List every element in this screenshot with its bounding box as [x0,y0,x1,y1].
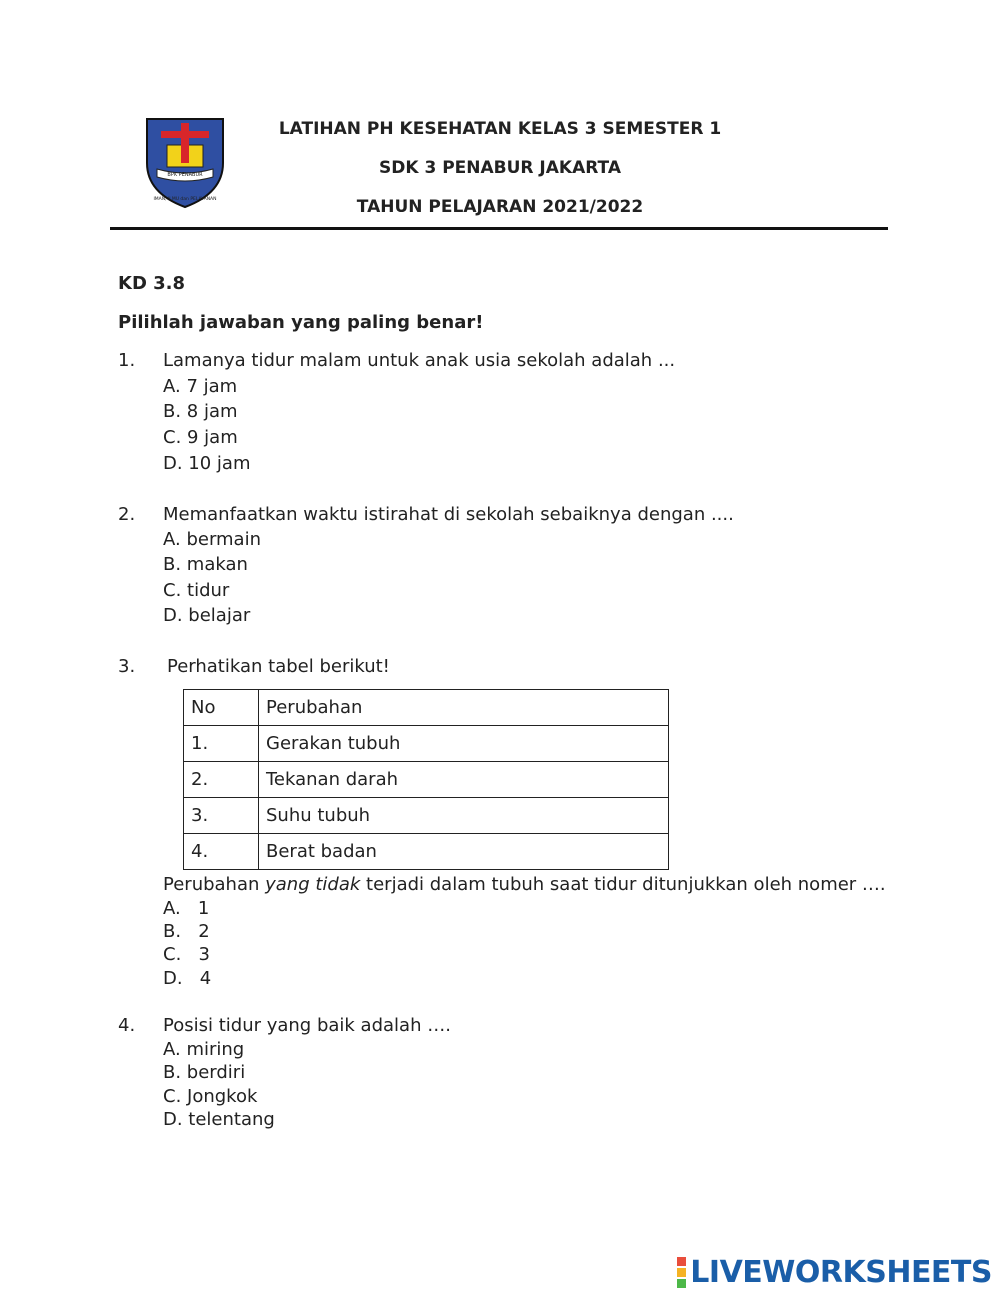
table-cell-perubahan: Gerakan tubuh [259,726,669,762]
logo-motto-text: IMAN, ILMU dan PELAYANAN [153,197,217,202]
table-row [184,726,669,762]
table-cell-perubahan: Berat badan [259,834,669,870]
q4-option-d[interactable]: D. telentang [163,1109,275,1130]
q3-text: Perhatikan tabel berikut! [167,656,390,677]
school-logo [143,115,229,211]
table-cell-no: 3. [184,798,259,834]
q2-option-a[interactable]: A. bermain [163,529,261,550]
q1-option-c[interactable]: C. 9 jam [163,427,238,448]
q3-question-emphasis: yang tidak [265,874,361,895]
q1-number: 1. [118,350,136,371]
kd-label: KD 3.8 [118,273,186,294]
header-title: LATIHAN PH KESEHATAN KELAS 3 SEMESTER 1 [278,119,722,139]
table-cell-no: 4. [184,834,259,870]
q2-option-d[interactable]: D. belajar [163,605,251,626]
q4-option-b[interactable]: B. berdiri [163,1062,246,1083]
q2-text: Memanfaatkan waktu istirahat di sekolah sebaiknya dengan .... [163,504,734,525]
q3-number: 3. [118,656,136,677]
logo-banner-text: BPK PENABUR [167,172,203,178]
table-header-row [184,690,669,726]
q2-option-b[interactable]: B. makan [163,554,248,575]
q3-question-pre: Perubahan [163,874,266,895]
instruction: Pilihlah jawaban yang paling benar! [118,312,484,333]
table-row [184,834,669,870]
header-school: SDK 3 PENABUR JAKARTA [379,158,621,178]
table-header-perubahan: Perubahan [259,690,669,726]
q2-number: 2. [118,504,136,525]
changes-table [183,689,669,870]
q2-option-c[interactable]: C. tidur [163,580,230,601]
table-cell-no: 2. [184,762,259,798]
header-year: TAHUN PELAJARAN 2021/2022 [356,197,644,217]
table-header-no: No [184,690,259,726]
q3-option-c[interactable]: C. 3 [163,944,210,965]
table-cell-perubahan: Tekanan darah [259,762,669,798]
table-cell-no: 1. [184,726,259,762]
q3-question [163,874,886,895]
brand-text: LIVEWORKSHEETS [690,1255,992,1290]
q1-option-d[interactable]: D. 10 jam [163,453,251,474]
q1-text: Lamanya tidur malam untuk anak usia sekolah adalah ... [163,350,676,371]
header-divider [110,227,888,230]
q1-option-a[interactable]: A. 7 jam [163,376,238,397]
table-row [184,762,669,798]
brand-blocks-icon [677,1256,686,1289]
q3-option-d[interactable]: D. 4 [163,968,212,989]
q3-option-b[interactable]: B. 2 [163,921,210,942]
q4-text: Posisi tidur yang baik adalah …. [163,1015,451,1036]
q3-question-post: terjadi dalam tubuh saat tidur ditunjukkan oleh nomer …. [360,874,886,895]
q1-option-b[interactable]: B. 8 jam [163,401,238,422]
q4-option-a[interactable]: A. miring [163,1039,245,1060]
q4-number: 4. [118,1015,136,1036]
table-cell-perubahan: Suhu tubuh [259,798,669,834]
table-row [184,798,669,834]
liveworksheets-brand [677,1255,992,1290]
q4-option-c[interactable]: C. Jongkok [163,1086,258,1107]
q3-option-a[interactable]: A. 1 [163,898,210,919]
